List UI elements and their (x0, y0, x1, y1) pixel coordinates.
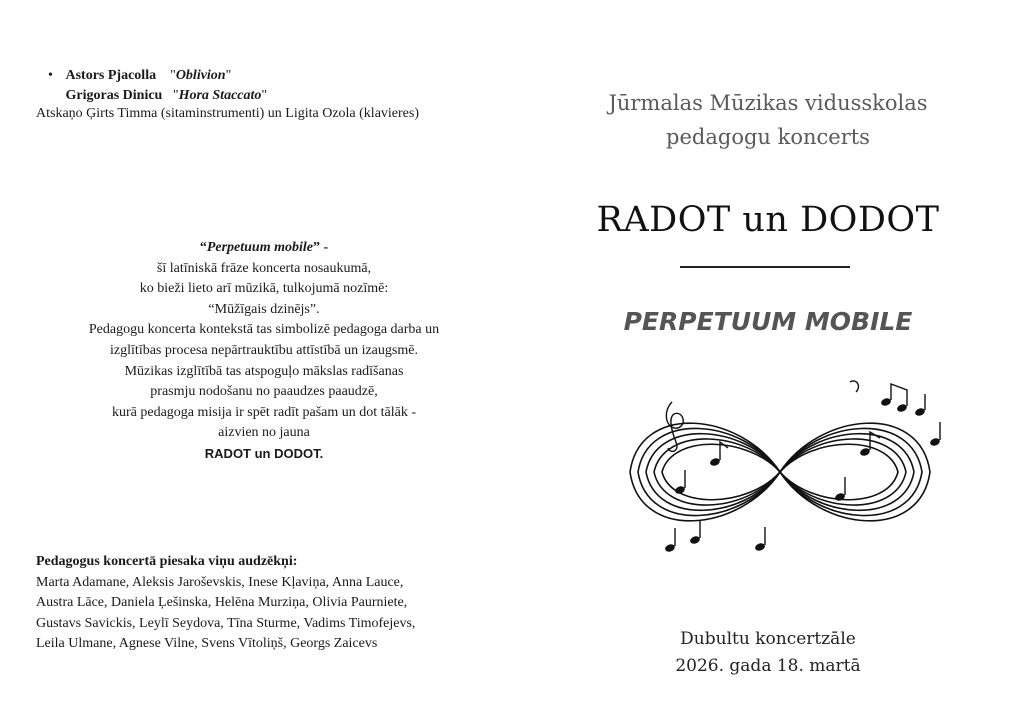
essay-title: “Perpetuum mobile” - (199, 240, 329, 255)
essay-line: prasmju nodošanu no paaudzes paaudzē, (150, 384, 378, 400)
essay-line: ko bieži lieto arī mūzikā, tulkojumā nozīmē: (139, 281, 389, 297)
concert-subtitle: PERPETUUM MOBILE (623, 307, 913, 336)
essay-block (36, 238, 492, 465)
composer-name: Astors Pjacolla (65, 68, 157, 83)
concert-title: RADOT un DODOT (596, 200, 940, 240)
performers-text: Atskaņo Ģirts Timma (sitaminstrumenti) un Ligita Ozola (klavieres) (36, 106, 419, 121)
essay-line: aizvien no jauna (218, 425, 310, 441)
concert-date: 2026. gada 18. martā (675, 656, 861, 676)
essay-line: “Mūžīgais dzinējs”. (208, 301, 320, 317)
program-item: Grigoras Dinicu "Hora Staccato" (65, 88, 268, 103)
essay-line: Mūzikas izglītībā tas atspoguļo mākslas radīšanas (124, 363, 404, 379)
school-heading: Jūrmalas Mūzikas vidusskolas pedagogu koncerts (608, 91, 928, 149)
essay-final: RADOT un DODOT. (204, 445, 324, 461)
program-item: • Astors Pjacolla "Oblivion" (48, 66, 267, 86)
essay-line: Pedagogu koncerta kontekstā tas simbolizē pedagoga darba un (88, 322, 440, 338)
students-line: Gustavs Savickis, Leylī Seydova, Tīna Sturme, Vadims Timofejevs, (36, 615, 416, 631)
venue-block (556, 626, 980, 680)
students-line: Marta Adamane, Aleksis Jaroševskis, Inese Kļaviņa, Anna Lauce, (36, 574, 404, 590)
essay-line: šī latīniskā frāze koncerta nosaukumā, (156, 260, 372, 276)
infinity-music-staff-icon (600, 372, 960, 572)
essay-line: izglītības procesa nepārtrauktību attīstībā un izaugsmē. (110, 342, 418, 358)
work-title: Oblivion (175, 68, 226, 83)
bullet-icon: • (48, 68, 53, 83)
divider (680, 266, 850, 268)
essay-line: kurā pedagoga misija ir spēt radīt pašam un dot tālāk - (111, 404, 417, 420)
venue-name: Dubultu koncertzāle (680, 629, 856, 649)
students-heading: Pedagogus koncertā piesaka viņu audzēkņi: (36, 554, 298, 569)
students-block (36, 552, 496, 655)
composer-name: Grigoras Dinicu (65, 88, 163, 103)
program-list (48, 66, 267, 106)
students-line: Austra Lāce, Daniela Ļešinska, Helēna Murziņa, Olivia Paurniete, (36, 595, 408, 611)
work-title: Hora Staccato (178, 88, 262, 103)
students-line: Leila Ulmane, Agnese Vilne, Svens Vītoliņš, Georgs Zaicevs (36, 636, 378, 652)
